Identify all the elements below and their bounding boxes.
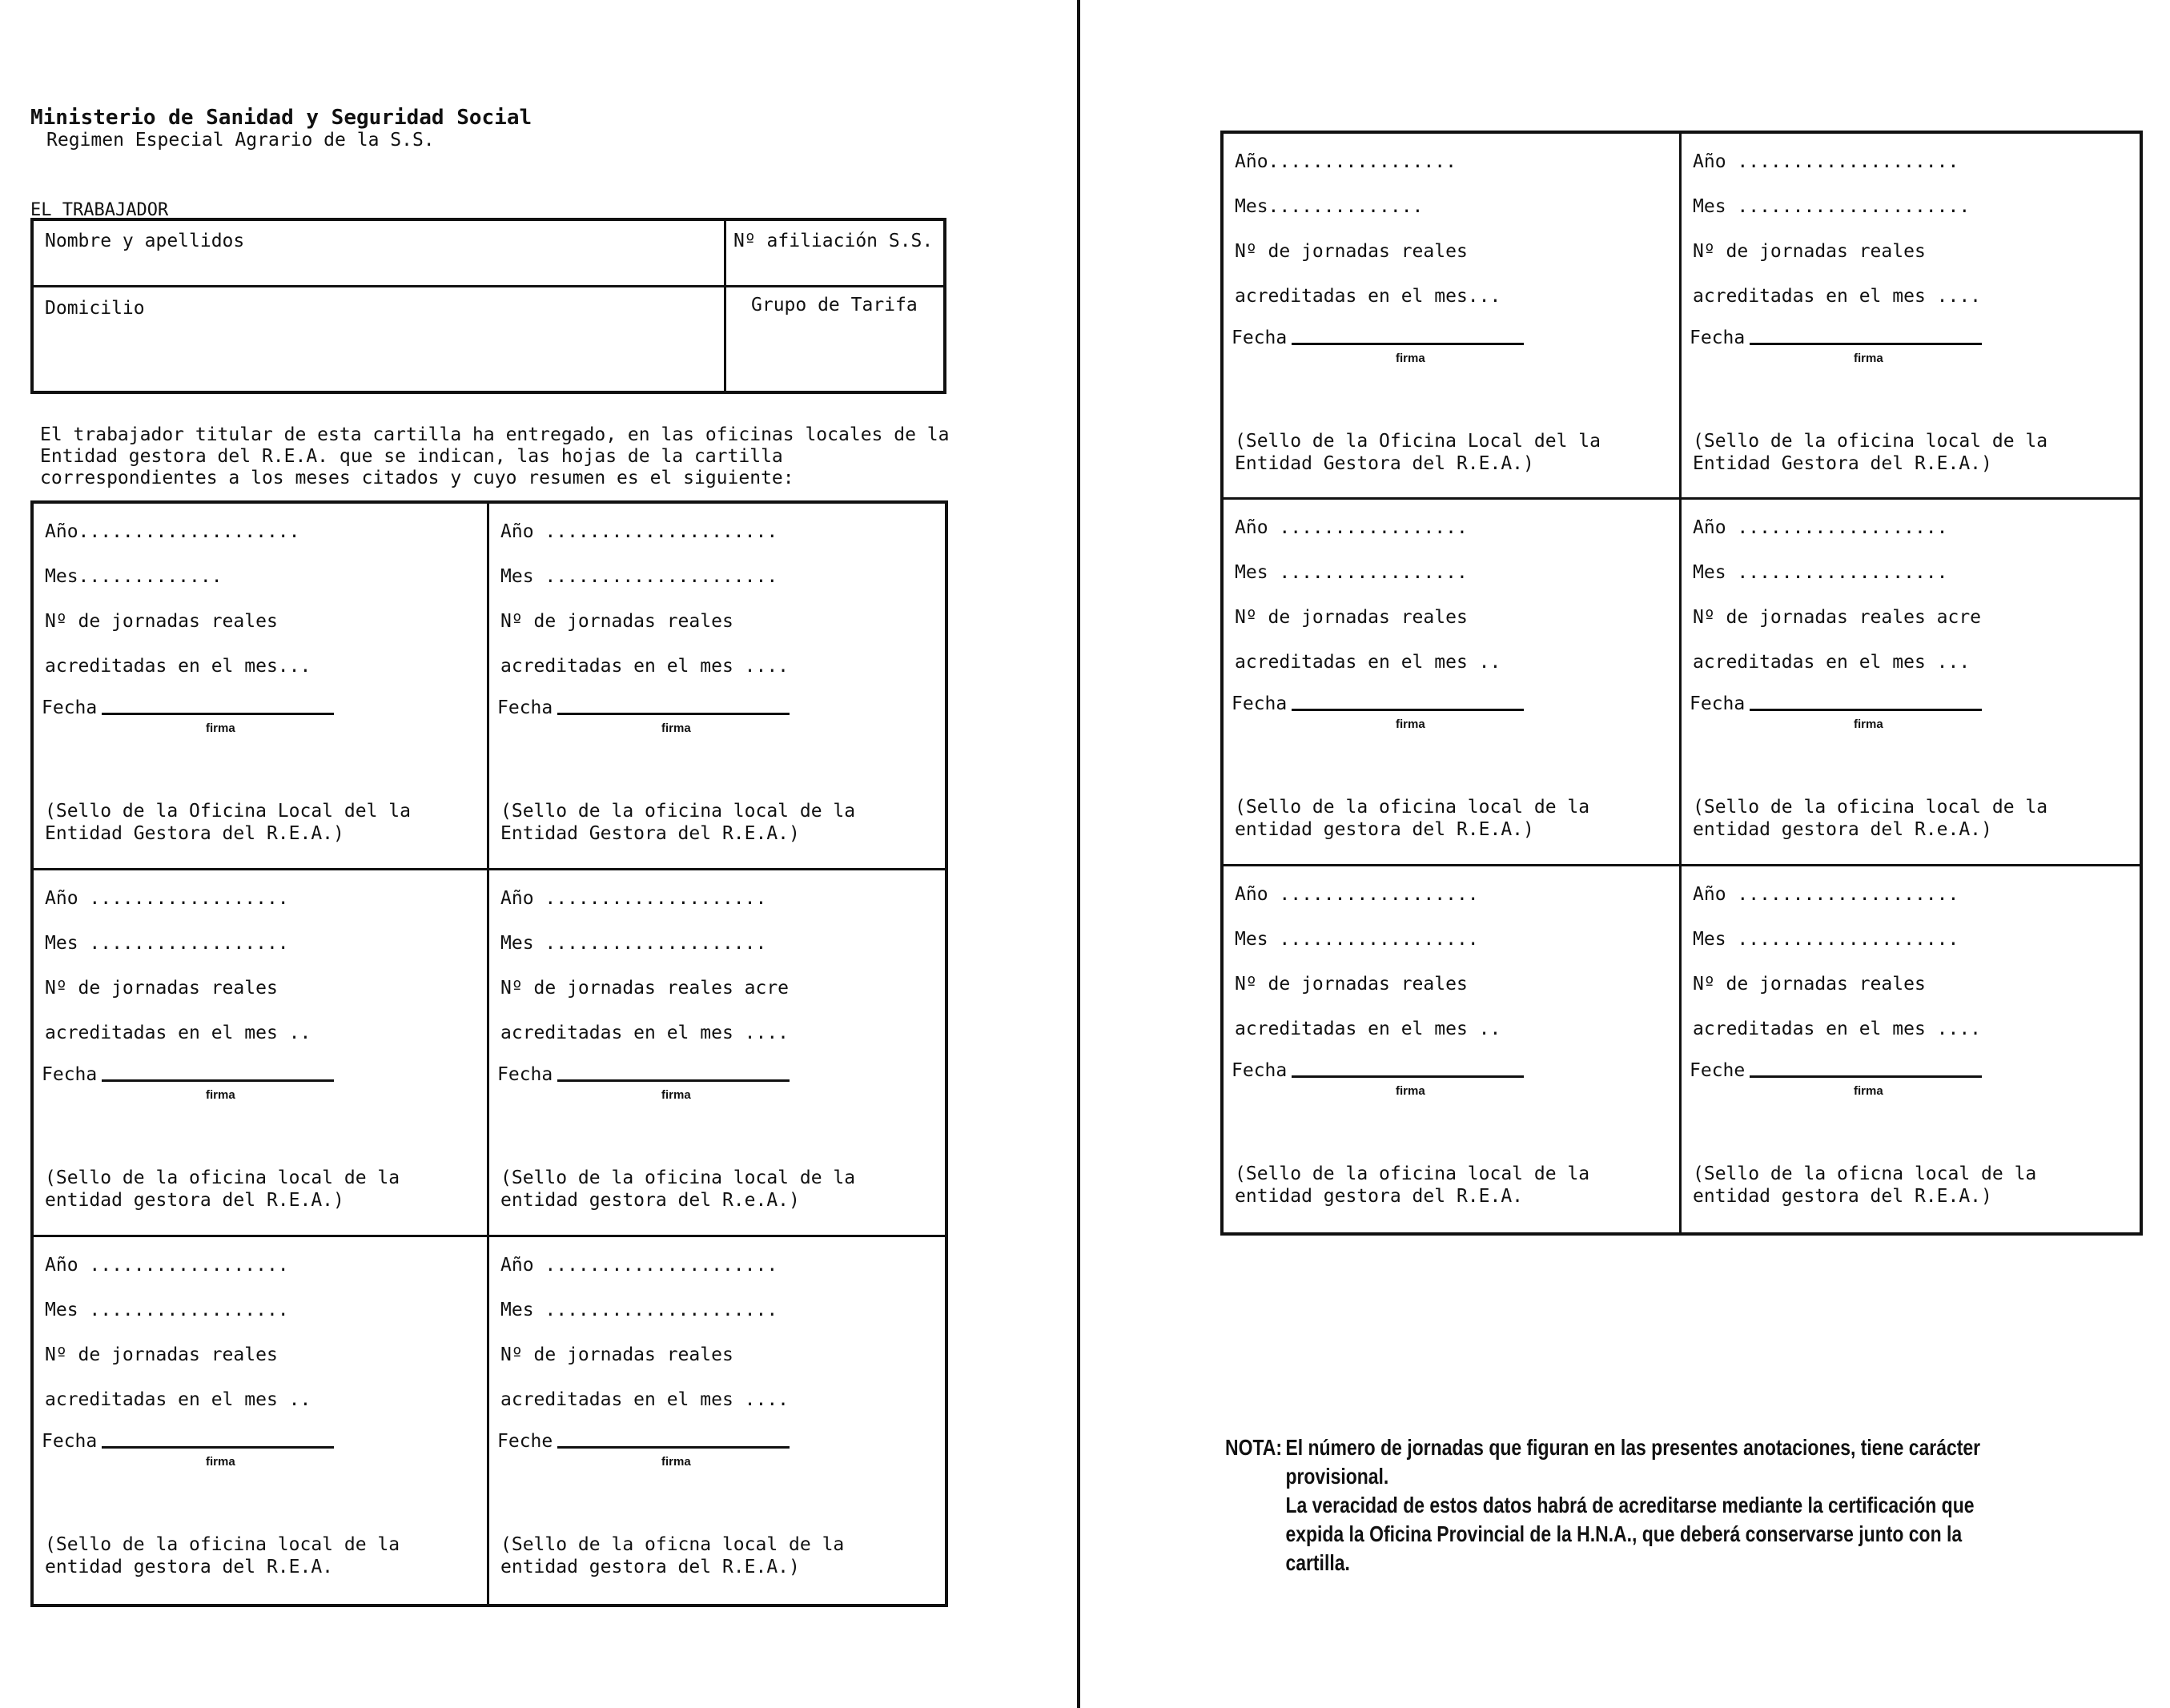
worker-box-column-divider — [724, 221, 726, 391]
days-label: Nº de jornadas reales — [1235, 607, 1468, 629]
signature-line — [557, 1079, 790, 1082]
month-field[interactable]: Mes ................... — [1693, 562, 1948, 584]
signature-line — [1750, 1075, 1982, 1078]
year-field[interactable]: Año .................... — [500, 888, 767, 909]
credited-field[interactable]: acreditadas en el mes .. — [45, 1023, 311, 1043]
date-label: Fecha — [42, 697, 98, 718]
date-field[interactable] — [497, 697, 790, 718]
record-cell — [34, 504, 489, 870]
year-field[interactable]: Año .................. — [1235, 883, 1479, 905]
note-line-provisional: El número de jornadas que figuran en las presentes anotaciones, tiene carácter provisional. — [1285, 1435, 1981, 1489]
days-label: Nº de jornadas reales acre — [500, 978, 790, 999]
record-cell — [489, 870, 945, 1237]
signature-caption: firma — [206, 1088, 235, 1102]
year-field[interactable]: Año .................. — [45, 888, 289, 909]
date-label: Fecha — [1690, 693, 1746, 715]
date-field[interactable] — [42, 1431, 334, 1452]
year-field[interactable]: Año .................. — [45, 1255, 289, 1276]
credited-field[interactable]: acreditadas en el mes .... — [500, 1389, 790, 1410]
signature-caption: firma — [1854, 1083, 1883, 1098]
stamp-note: (Sello de la oficina local de la entidad gestora del R.e.A.) — [500, 1167, 856, 1211]
signature-line — [102, 1079, 334, 1082]
signature-caption: firma — [1854, 352, 1883, 365]
signature-line — [557, 713, 790, 715]
signature-line — [102, 713, 334, 715]
signature-line — [102, 1446, 334, 1449]
note-body — [1285, 1433, 1981, 1577]
credited-field[interactable]: acreditadas en el mes... — [1235, 286, 1501, 307]
note-label: NOTA: — [1225, 1435, 1282, 1460]
date-field[interactable] — [42, 697, 334, 718]
signature-caption: firma — [206, 721, 235, 735]
stamp-note: (Sello de la oficina local de la entidad gestora del R.E.A.) — [45, 1167, 400, 1211]
credited-field[interactable]: acreditadas en el mes .. — [1235, 652, 1501, 673]
worker-info-box — [30, 218, 946, 394]
year-field[interactable]: Año ..................... — [500, 521, 778, 542]
stamp-note: (Sello de la oficina local de la entidad gestora del R.e.A.) — [1693, 797, 2048, 841]
days-label: Nº de jornadas reales — [45, 978, 278, 999]
date-field[interactable] — [42, 1064, 334, 1085]
year-field[interactable]: Año ................. — [1235, 517, 1468, 539]
date-field[interactable] — [1232, 328, 1524, 348]
stamp-note: (Sello de la oficina local de la Entidad Gestora del R.E.A.) — [1693, 431, 2048, 474]
stamp-note: (Sello de la oficna local de la entidad gestora del R.E.A.) — [1693, 1163, 2037, 1207]
date-label: Fecha — [1232, 1059, 1288, 1081]
left-record-grid — [30, 500, 948, 1607]
signature-caption: firma — [1396, 1083, 1425, 1098]
credited-field[interactable]: acreditadas en el mes .. — [1235, 1018, 1501, 1039]
month-field[interactable]: Mes ..................... — [500, 1300, 778, 1320]
date-label: Fecha — [1232, 693, 1288, 715]
page-fold-divider — [1077, 0, 1080, 1708]
days-label: Nº de jornadas reales — [1235, 973, 1468, 995]
month-field[interactable]: Mes .................... — [1693, 928, 1959, 950]
regime-subtitle: Regimen Especial Agrario de la S.S. — [46, 130, 435, 151]
month-field[interactable]: Mes ..................... — [500, 566, 778, 587]
signature-line — [1292, 709, 1524, 711]
date-field[interactable] — [1690, 328, 1982, 348]
month-field[interactable]: Mes .................. — [45, 933, 289, 954]
month-field[interactable]: Mes .................. — [1235, 928, 1479, 950]
note-line-verification: La veracidad de estos datos habrá de acreditarse mediante la certificación que expida la Oficina Provincial de la H.N.A., que deberá conservarse junto con la cartilla. — [1285, 1493, 1975, 1575]
year-field[interactable]: Año.................... — [45, 521, 300, 542]
ministry-title: Ministerio de Sanidad y Seguridad Social — [30, 106, 532, 130]
month-field[interactable]: Mes ................. — [1235, 562, 1468, 584]
worker-section-title: EL TRABAJADOR — [30, 200, 169, 220]
record-cell — [1224, 866, 1682, 1232]
stamp-note: (Sello de la Oficina Local del la Entidad Gestora del R.E.A.) — [45, 801, 411, 844]
date-label: Feche — [497, 1431, 553, 1452]
stamp-note: (Sello de la oficina local de la entidad gestora del R.E.A.) — [1235, 797, 1590, 841]
worker-box-divider — [34, 285, 943, 287]
credited-field[interactable]: acreditadas en el mes .. — [45, 1389, 311, 1410]
date-label: Fecha — [497, 1064, 553, 1085]
days-label: Nº de jornadas reales acre — [1693, 607, 1982, 629]
date-label: Fecha — [1232, 328, 1288, 348]
credited-field[interactable]: acreditadas en el mes .... — [500, 656, 790, 677]
stamp-note: (Sello de la oficna local de la entidad gestora del R.E.A.) — [500, 1534, 845, 1577]
date-label: Fecha — [42, 1064, 98, 1085]
credited-field[interactable]: acreditadas en el mes... — [45, 656, 311, 677]
days-label: Nº de jornadas reales — [1235, 241, 1468, 262]
signature-caption: firma — [661, 721, 691, 735]
signature-line — [1750, 343, 1982, 345]
record-cell — [1682, 500, 2140, 866]
credited-field[interactable]: acreditadas en el mes .... — [1693, 286, 1982, 307]
month-field[interactable]: Mes............. — [45, 566, 223, 587]
tariff-group-field[interactable]: Grupo de Tarifa — [751, 295, 918, 315]
right-record-grid — [1220, 131, 2143, 1236]
date-field[interactable] — [1690, 1060, 1982, 1081]
signature-caption: firma — [1854, 717, 1883, 732]
record-cell — [1682, 134, 2140, 500]
address-field[interactable]: Domicilio — [45, 298, 145, 319]
date-label: Fecha — [1690, 328, 1746, 348]
record-cell — [34, 1237, 489, 1604]
affiliation-field[interactable]: Nº afiliación S.S. — [733, 231, 934, 251]
record-cell — [1224, 134, 1682, 500]
signature-caption: firma — [206, 1455, 235, 1469]
record-cell — [34, 870, 489, 1237]
days-label: Nº de jornadas reales — [1693, 241, 1926, 262]
credited-field[interactable]: acreditadas en el mes ... — [1693, 652, 1971, 673]
signature-caption: firma — [661, 1455, 691, 1469]
credited-field[interactable]: acreditadas en el mes .... — [500, 1023, 790, 1043]
intro-paragraph: El trabajador titular de esta cartilla ha entregado, en las oficinas locales de la Entidad gestora del R.E.A. que se indican, las hojas de la cartilla correspondientes a los meses citados y cuyo resumen es el siguiente: — [40, 424, 950, 488]
signature-caption: firma — [1396, 352, 1425, 365]
date-field[interactable] — [497, 1431, 790, 1452]
days-label: Nº de jornadas reales — [45, 611, 278, 632]
days-label: Nº de jornadas reales — [500, 611, 733, 632]
year-field[interactable]: Año ..................... — [500, 1255, 778, 1276]
month-field[interactable]: Mes .................... — [500, 933, 767, 954]
year-field[interactable]: Año................. — [1235, 151, 1457, 172]
credited-field[interactable]: acreditadas en el mes .... — [1693, 1018, 1982, 1039]
date-label: Fecha — [42, 1431, 98, 1452]
days-label: Nº de jornadas reales — [1693, 973, 1926, 995]
signature-line — [1292, 343, 1524, 345]
name-field[interactable]: Nombre y apellidos — [45, 231, 245, 251]
record-cell — [489, 504, 945, 870]
signature-line — [1292, 1075, 1524, 1078]
signature-caption: firma — [1396, 717, 1425, 732]
days-label: Nº de jornadas reales — [45, 1344, 278, 1365]
year-field[interactable]: Año .................... — [1693, 883, 1959, 905]
date-label: Feche — [1690, 1059, 1746, 1081]
days-label: Nº de jornadas reales — [500, 1344, 733, 1365]
stamp-note: (Sello de la oficina local de la Entidad Gestora del R.E.A.) — [500, 801, 856, 844]
stamp-note: (Sello de la oficina local de la entidad gestora del R.E.A. — [1235, 1163, 1590, 1207]
signature-line — [1750, 709, 1982, 711]
month-field[interactable]: Mes ..................... — [1693, 196, 1971, 217]
record-cell — [489, 1237, 945, 1604]
stamp-note: (Sello de la Oficina Local del la Entidad Gestora del R.E.A.) — [1235, 431, 1601, 474]
month-field[interactable]: Mes .................. — [45, 1300, 289, 1320]
record-cell — [1224, 500, 1682, 866]
record-cell — [1682, 866, 2140, 1232]
date-label: Fecha — [497, 697, 553, 718]
date-field[interactable] — [497, 1064, 790, 1085]
date-field[interactable] — [1232, 693, 1524, 714]
month-field[interactable]: Mes.............. — [1235, 196, 1424, 217]
date-field[interactable] — [1232, 1060, 1524, 1081]
year-field[interactable]: Año .................... — [1693, 151, 1959, 172]
stamp-note: (Sello de la oficina local de la entidad gestora del R.E.A. — [45, 1534, 400, 1577]
date-field[interactable] — [1690, 693, 1982, 714]
signature-line — [557, 1446, 790, 1449]
signature-caption: firma — [661, 1088, 691, 1102]
year-field[interactable]: Año ................... — [1693, 517, 1948, 539]
